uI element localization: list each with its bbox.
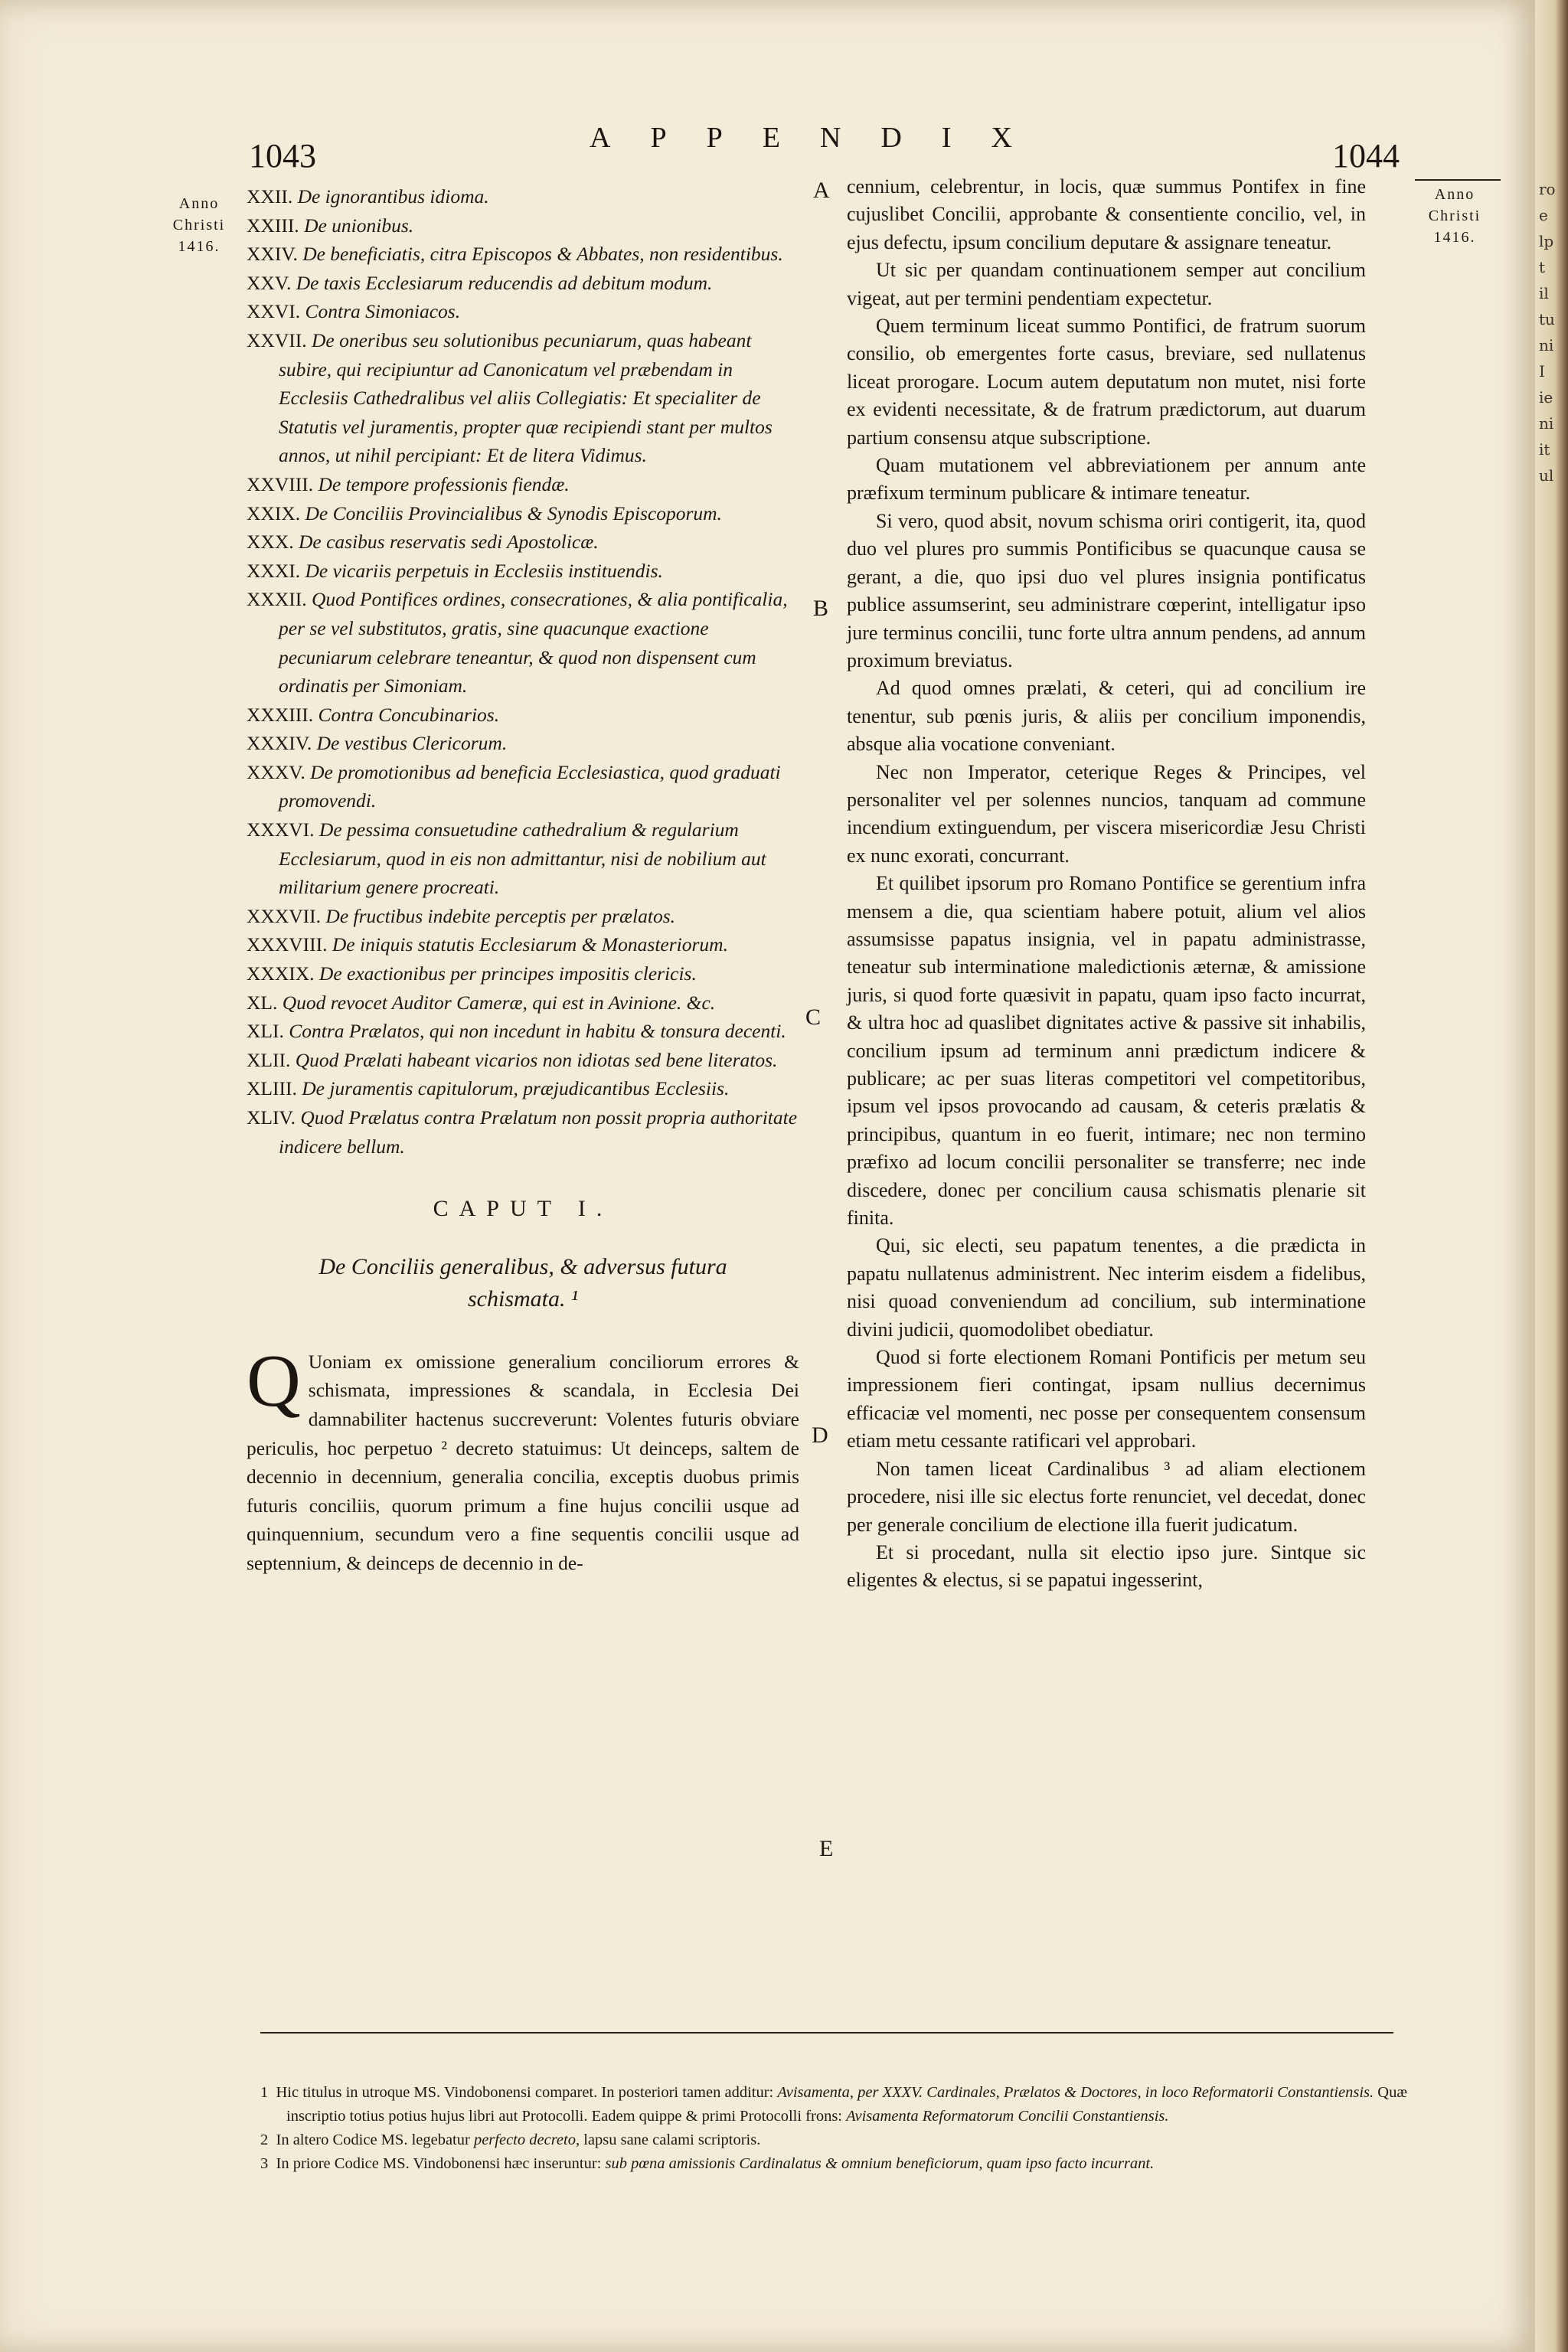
paragraph: Quam mutationem vel abbreviationem per annum ante præfixum terminum publicare & intimare teneatur.	[847, 454, 1366, 505]
marginal-year-left	[157, 193, 241, 257]
footnote: 1 Hic titulus in utroque MS. Vindobonensi comparet. In posteriori tamen additur: Avisamenta, per XXXV. Cardinales, Prælatos & Doctores, in loco Reformatorii Constantiensis. Quæ inscriptio totius potius hujus libri aut Protocolli. Eadem quippe & primi Protocolli frons: Avisamenta Reformatorum Concilii Constantiensis.	[260, 2084, 1408, 2125]
rubric-item: XXXVI. De pessima consuetudine cathedralium & regularium Ecclesiarum, quod in eis non admittantur, nisi de nobilium aut militarium genere procreati.	[247, 818, 766, 899]
left-column	[247, 182, 799, 1578]
paragraph: Ad quod omnes prælati, & ceteri, qui ad concilium ire tenentur, sub pœnis juris, & aliis per concilium imponendis, absque alia vocatione conveniant.	[847, 677, 1366, 756]
anno-word: Anno	[1434, 186, 1475, 203]
rubric-item: XXXI. De vicariis perpetuis in Ecclesiis instituendis.	[247, 559, 663, 582]
drop-cap: Q	[247, 1339, 301, 1423]
rubric-item: XXXV. De promotionibus ad beneficia Ecclesiastica, quod graduati promovendi.	[247, 760, 781, 812]
rubric-item: XXXIX. De exactionibus per principes impositis clericis.	[247, 962, 697, 985]
rubric-item: XXX. De casibus reservatis sedi Apostolicæ.	[247, 531, 599, 554]
rubric-item: XXVIII. De tempore professionis fiendæ.	[247, 472, 570, 495]
paragraph: Quem terminum liceat summo Pontifici, de fratrum suorum consilio, ob emergentes forte casus, breviare, sed nullatenus liceat prorogare. Locum autem deputatum non mutet, nisi forte ex evidenti necessitate, & de fratrum prædictorum, aut duarum partium consensu atque subscriptione.	[847, 315, 1366, 449]
chapter-heading: CAPUT I.	[433, 1196, 613, 1222]
paragraph: Qui, sic electi, seu papatum tenentes, a die prædicta in papatu nullatenus administrent. Nec interim eisdem a fidelibus, nisi quoad conveniendum ad concilium, sub interminatione divini judicii, quomodolibet obediatur.	[847, 1234, 1366, 1341]
rubric-item: XXII. De ignorantibus idioma.	[247, 185, 489, 207]
section-letter-c: C	[805, 1004, 822, 1030]
page-number-left: 1043	[249, 137, 316, 175]
facing-page-text: ro e lp t il tu ni I ie ni it ul	[1539, 180, 1556, 485]
marginal-year-right	[1413, 184, 1497, 248]
chapter-subtitle: De Conciliis generalibus, & adversus futura schismata. ¹	[318, 1253, 727, 1312]
rubric-item: XLIII. De juramentis capitulorum, præjudicantibus Ecclesiis.	[247, 1077, 730, 1100]
footnote-rule	[260, 2032, 1393, 2034]
rubric-item: XXXIV. De vestibus Clericorum.	[247, 732, 508, 755]
chapter-body-text	[247, 1339, 799, 1578]
rubric-item: XLII. Quod Prælati habeant vicarios non idiotas sed bene literatos.	[247, 1048, 778, 1071]
rubric-item: XXXVIII. De iniquis statutis Ecclesiarum & Monasteriorum.	[247, 933, 728, 956]
footnote: 3 In priore Codice MS. Vindobonensi hæc inseruntur: sub pœna amissionis Cardinalatus & omnium beneficiorum, quam ipso facto incurrant.	[260, 2155, 1155, 2172]
rubric-list	[247, 182, 799, 1161]
paragraph: Non tamen liceat Cardinalibus ³ ad aliam electionem procedere, nisi ille sic electus forte renunciet, vel decedat, donec per generale concilium de electione illa fuerit judicatum.	[847, 1457, 1366, 1536]
page-number-right: 1044	[1332, 137, 1400, 175]
paragraph: cennium, celebrentur, in locis, quæ summus Pontifex in fine cujuslibet Concilii, approbante & consentiente concilio, vel, in ejus defectu, ipsum concilium deputare & assignare teneatur.	[847, 175, 1366, 253]
paragraph: Ut sic per quandam continuationem semper aut concilium vigeat, aut per termini pendentiam expectetur.	[847, 259, 1366, 309]
year-number: 1416.	[178, 238, 220, 255]
rubric-item: XXIV. De beneficiatis, citra Episcopos & Abbates, non residentibus.	[247, 243, 783, 266]
rubric-item: XXIX. De Conciliis Provincialibus & Synodis Episcoporum.	[247, 501, 722, 524]
rubric-item: XL. Quod revocet Auditor Cameræ, qui est in Avinione. &c.	[247, 991, 716, 1014]
rubric-item: XXIII. De unionibus.	[247, 214, 414, 237]
rubric-item: XXVII. De oneribus seu solutionibus pecuniarum, quas habeant subire, qui recipiuntur ad Canonicatum vel præbendam in Ecclesiis Cathedralibus vel aliis Collegiatis: Et specialiter de Statutis vel juramentis, propter quæ recipiendi stant per multos annos, ut nihil percipiant: Et de litera Vidimus.	[247, 328, 773, 467]
rubric-item: XLIV. Quod Prælatus contra Prælatum non possit propria authoritate indicere bellum.	[247, 1106, 798, 1158]
paragraph: Quod si forte electionem Romani Pontificis per metum seu impressionem fieri contingat, ipsam nullius decernimus efficaciæ vel momenti, nec posse per consequentem consensum etiam metu cessante ratificari vel approbari.	[847, 1346, 1366, 1452]
section-letter-d: D	[812, 1423, 828, 1448]
paragraph: Et quilibet ipsorum pro Romano Pontifice se gerentium infra mensem a die, qua scientiam habere potuit, alium vel alios assumsisse papatus insignia, vel in papatu administrasse, teneatur sub interminatione maledictionis æternæ, & amissione juris, si quod forte quæsivit in papatu, quam ipso facto incurrat, & ultra hoc ad quaslibet dignitates active & passive sit inhabilis, concilium ipsum ad terminum anni prædictum indicere & publicare; ac per suas literas competitori vel competitoribus, ipsum vel ipsos provocando ad causam, & ceteris prælatis & principibus, quantum in eo fuerit, intimare; nec non termino præfixo ad locum concilii personaliter se transferre; nec inde discedere, donec per concilium causa schismatis plenarie sit finita.	[847, 872, 1366, 1230]
rubric-item: XXV. De taxis Ecclesiarum reducendis ad debitum modum.	[247, 271, 713, 294]
rubric-item: XXXII. Quod Pontifices ordines, consecrationes, & alia pontificalia, per se vel substitutos, gratis, sine quacunque exactione pecuniarum celebrare teneantur, & quod non dispensent cum ordinatis per Simoniam.	[247, 588, 788, 697]
paragraph: Et si procedant, nulla sit electio ipso jure. Sintque sic eligentes & electus, si se papatui ingesserint,	[847, 1540, 1366, 1592]
rubric-item: XXXVII. De fructibus indebite perceptis per prælatos.	[247, 904, 675, 927]
footnote: 2 In altero Codice MS. legebatur perfecto decreto, lapsu sane calami scriptoris.	[260, 2132, 761, 2148]
section-letter-e: E	[819, 1836, 834, 1861]
rubric-item: XXVI. Contra Simoniacos.	[247, 300, 461, 323]
christi-word: Christi	[1428, 207, 1481, 224]
year-number: 1416.	[1433, 229, 1476, 246]
right-column	[847, 173, 1366, 1595]
paragraph: Si vero, quod absit, novum schisma oriri contigerit, ita, quod duo vel plures pro summis Pontificibus se quacunque causa se gerant, a die, quo ipsi duo vel plures insignia pontificatus publice assumserint, seu administrare cœperint, intelligatur ipso jure terminus concilii, tunc forte ultra annum pendens, ad annum proximum breviatus.	[847, 509, 1366, 671]
anno-word: Anno	[178, 195, 220, 212]
christi-word: Christi	[172, 217, 226, 234]
marginal-rule	[1415, 179, 1501, 181]
paragraph: Nec non Imperator, ceterique Reges & Principes, vel personaliter vel per solennes nuncios, tanquam ad commune incendium extinguendum, per viscera misericordiæ Jesu Christi ex nunc exorati, concurrant.	[847, 760, 1366, 867]
running-title: APPENDIX	[590, 122, 1052, 154]
rubric-item: XLI. Contra Prælatos, qui non incedunt in habitu & tonsura decenti.	[247, 1020, 786, 1043]
section-letter-b: B	[813, 596, 829, 621]
rubric-item: XXXIII. Contra Concubinarios.	[247, 703, 500, 726]
section-letter-a: A	[813, 178, 830, 203]
footnotes	[260, 2081, 1413, 2176]
chapter-opening-text: Uoniam ex omissione generalium conciliorum errores & schismata, impressiones & scandala, in Ecclesia Dei damnabiliter hactenus succreverunt: Volentes futuris obviare periculis, hoc perpetuo ² decreto statuimus: Ut deinceps, saltem de decennio in decennium, generalia concilia, exceptis duobus primis futuris conciliis, quorum primum a fine hujus concilii usque ad quinquennium, secundum vero a fine sequentis concilii usque ad septennium, & deinceps de decennio in de-	[247, 1350, 799, 1574]
